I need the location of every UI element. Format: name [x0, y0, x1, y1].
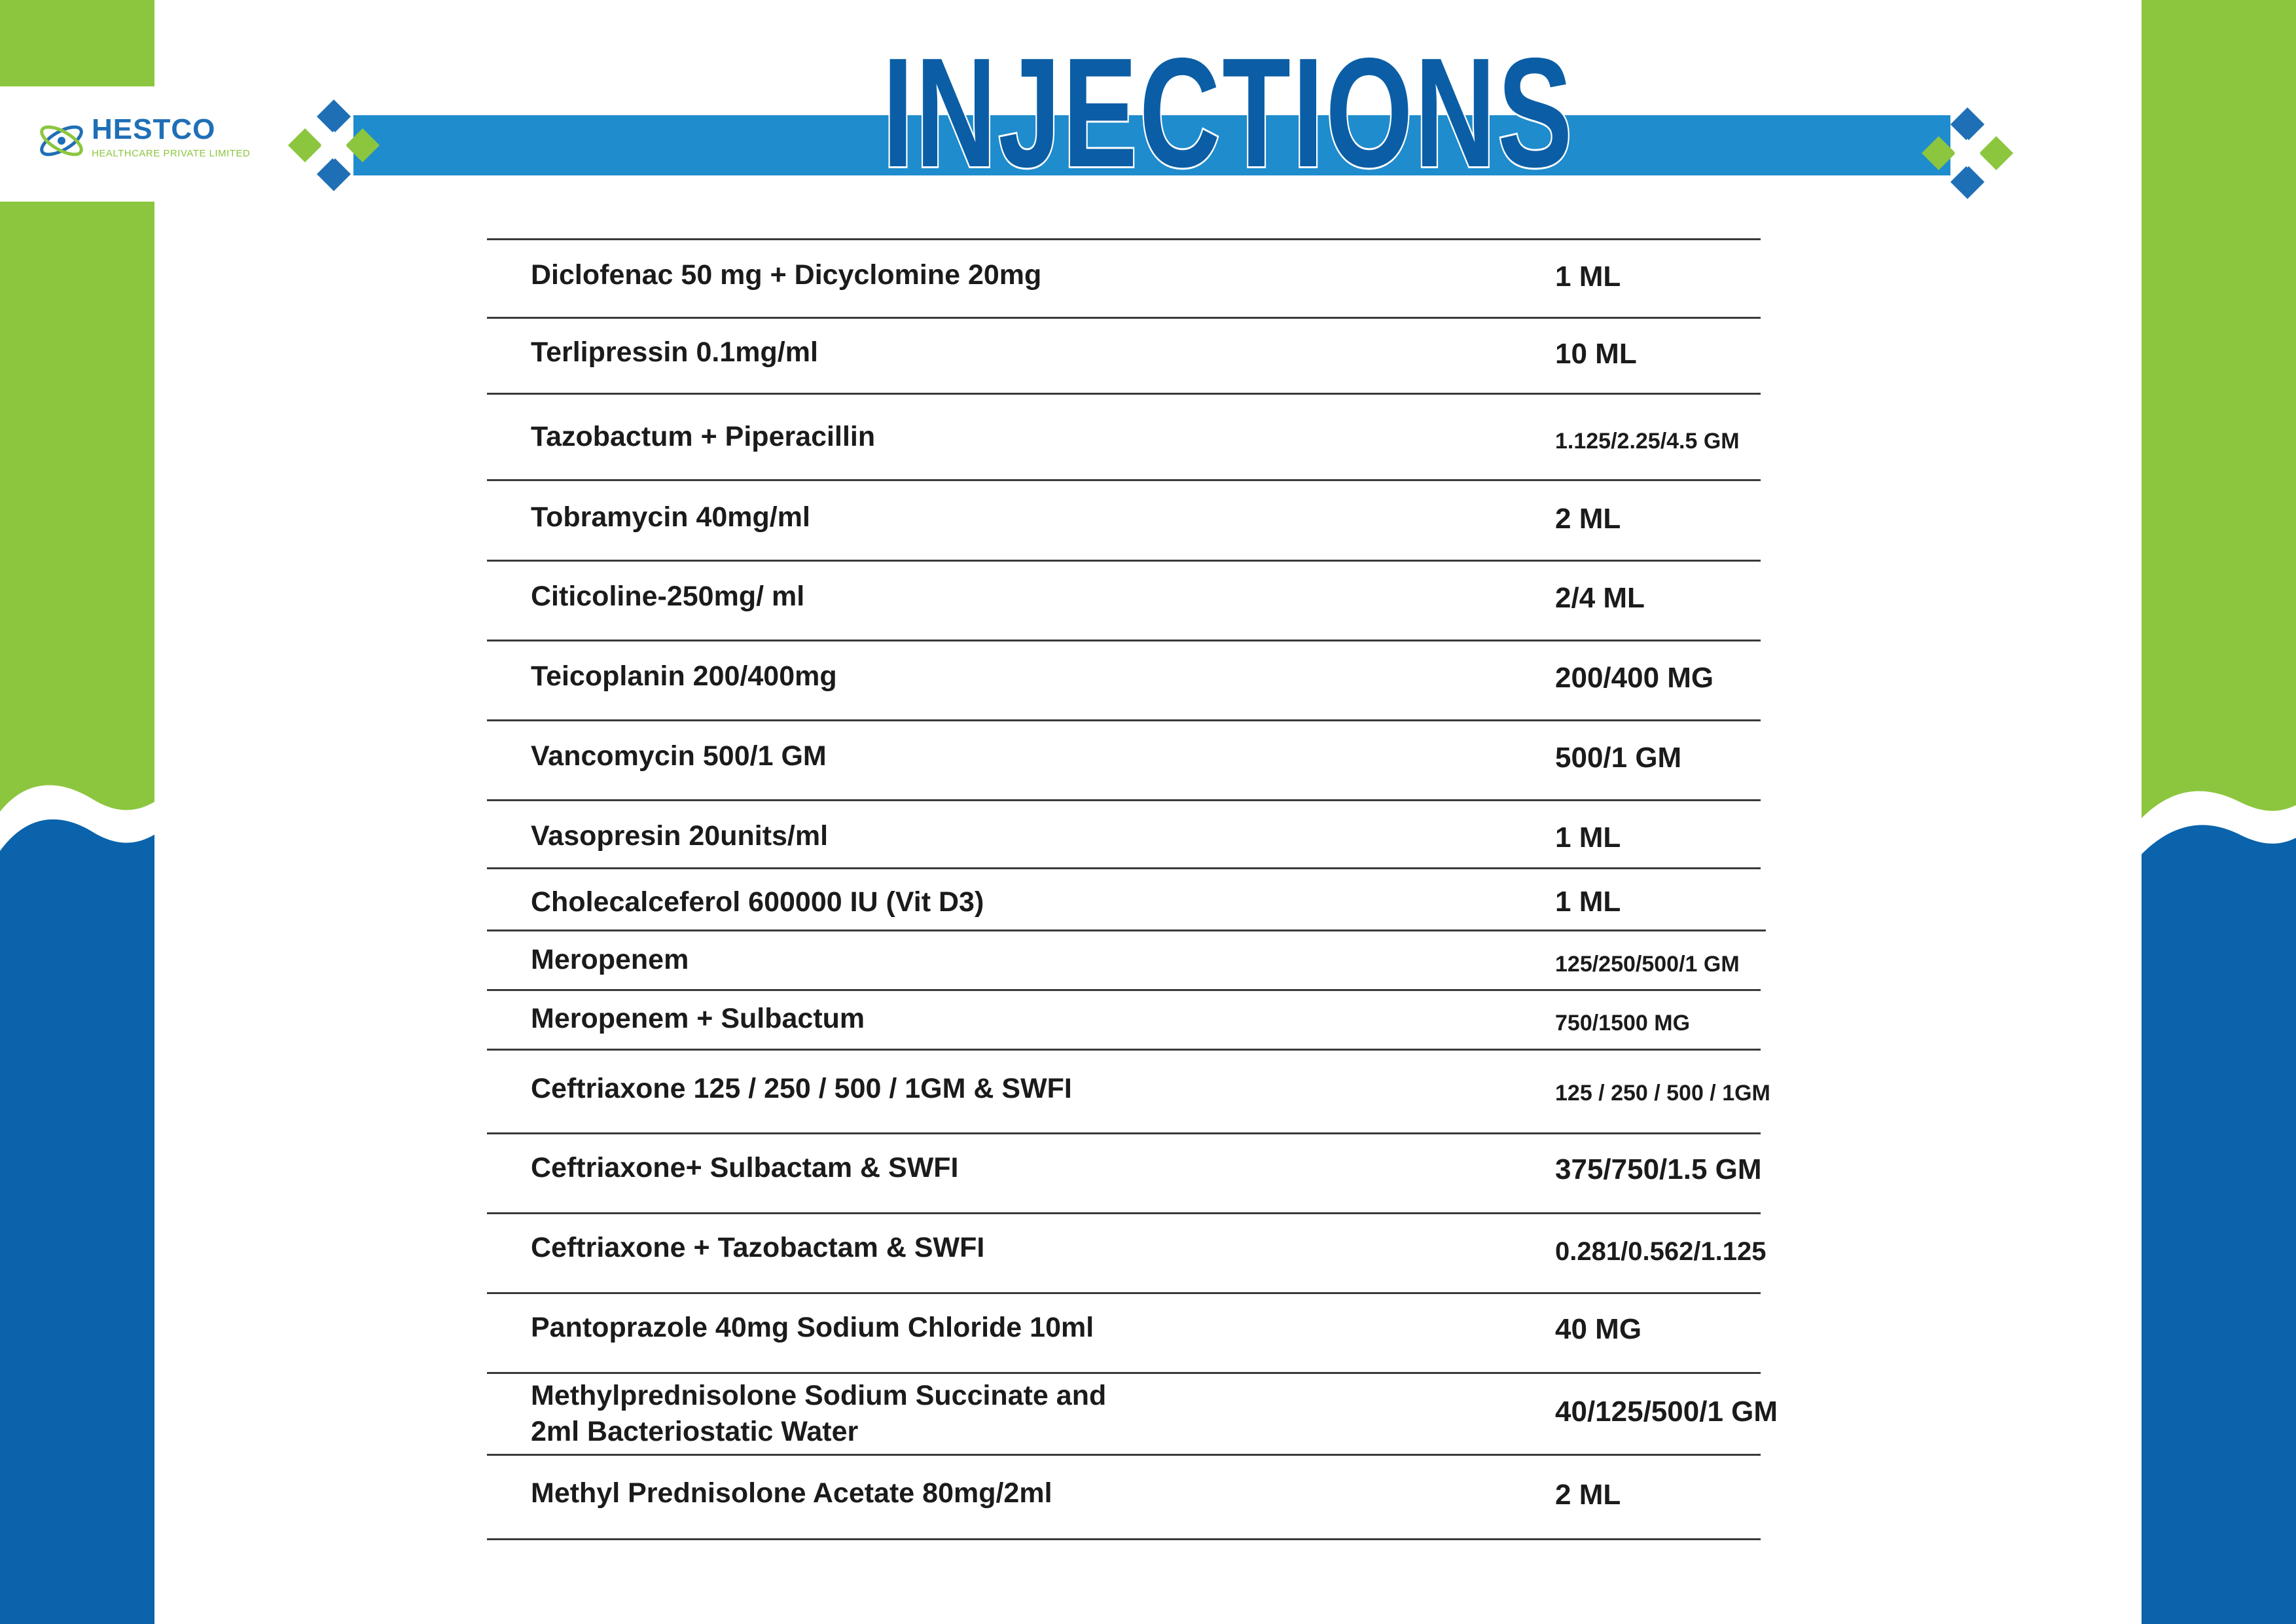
product-name: Terlipressin 0.1mg/ml [531, 336, 818, 368]
product-size: 2 ML [1555, 1479, 1621, 1511]
table-rule [487, 799, 1761, 801]
table-rule [487, 1538, 1761, 1540]
hestco-logo-icon [34, 118, 89, 164]
product-name: Tazobactum + Piperacillin [531, 421, 876, 452]
table-rule [487, 719, 1761, 721]
product-size: 1.125/2.25/4.5 GM [1555, 429, 1740, 454]
product-size: 375/750/1.5 GM [1555, 1153, 1762, 1185]
table-rule [487, 393, 1761, 395]
table-rule [487, 989, 1761, 991]
product-size: 125/250/500/1 GM [1555, 952, 1740, 977]
table-rule [487, 1049, 1761, 1051]
product-name: Diclofenac 50 mg + Dicyclomine 20mg [531, 259, 1042, 291]
product-size: 2/4 ML [1555, 582, 1645, 614]
product-name: Methylprednisolone Sodium Succinate and [531, 1380, 1107, 1411]
product-size: 40/125/500/1 GM [1555, 1396, 1778, 1428]
product-size: 2 ML [1555, 503, 1621, 535]
table-rule [487, 1212, 1761, 1214]
product-size: 1 ML [1555, 886, 1621, 918]
product-size: 500/1 GM [1555, 742, 1682, 774]
product-name: Meropenem + Sulbactum [531, 1003, 865, 1034]
product-size: 125 / 250 / 500 / 1GM [1555, 1081, 1770, 1106]
product-name: Teicoplanin 200/400mg [531, 660, 837, 692]
product-name: Ceftriaxone 125 / 250 / 500 / 1GM & SWFI [531, 1073, 1072, 1104]
product-name: Pantoprazole 40mg Sodium Chloride 10ml [531, 1312, 1094, 1343]
product-name: Citicoline-250mg/ ml [531, 581, 805, 612]
table-rule [487, 929, 1766, 931]
product-size: 40 MG [1555, 1313, 1642, 1345]
product-name: Tobramycin 40mg/ml [531, 501, 810, 533]
brand-name: HESTCO [92, 113, 216, 145]
left-side-panel [0, 0, 154, 1624]
product-name: Ceftriaxone + Tazobactam & SWFI [531, 1232, 985, 1263]
table-rule [487, 1132, 1761, 1134]
product-name: Vancomycin 500/1 GM [531, 740, 827, 772]
product-name: Cholecalceferol 600000 IU (Vit D3) [531, 886, 984, 918]
table-rule [487, 640, 1761, 641]
product-size: 750/1500 MG [1555, 1011, 1691, 1036]
table-rule [487, 1292, 1761, 1294]
table-rule [487, 867, 1761, 869]
product-size: 0.281/0.562/1.125 [1555, 1237, 1767, 1266]
product-name: Vasopresin 20units/ml [531, 820, 829, 852]
table-rule [487, 560, 1761, 562]
product-size: 200/400 MG [1555, 662, 1714, 694]
product-size: 1 ML [1555, 261, 1621, 293]
product-size: 1 ML [1555, 821, 1621, 854]
product-name: Methyl Prednisolone Acetate 80mg/2ml [531, 1477, 1052, 1509]
table-rule [487, 479, 1761, 481]
right-side-panel [2142, 0, 2296, 1624]
product-name-line2: 2ml Bacteriostatic Water [531, 1416, 859, 1447]
table-rule [487, 238, 1761, 240]
product-name: Ceftriaxone+ Sulbactam & SWFI [531, 1152, 959, 1183]
diamond-cluster-icon [1910, 105, 2021, 202]
table-rule [487, 1454, 1761, 1456]
brand-tagline: HEALTHCARE PRIVATE LIMITED [92, 148, 251, 159]
product-size: 10 ML [1555, 338, 1637, 370]
table-rule [487, 317, 1761, 319]
diamond-cluster-icon [281, 97, 393, 194]
product-name: Meropenem [531, 944, 689, 975]
page-title: INJECTIONS [882, 26, 1575, 200]
table-rule [487, 1372, 1761, 1374]
